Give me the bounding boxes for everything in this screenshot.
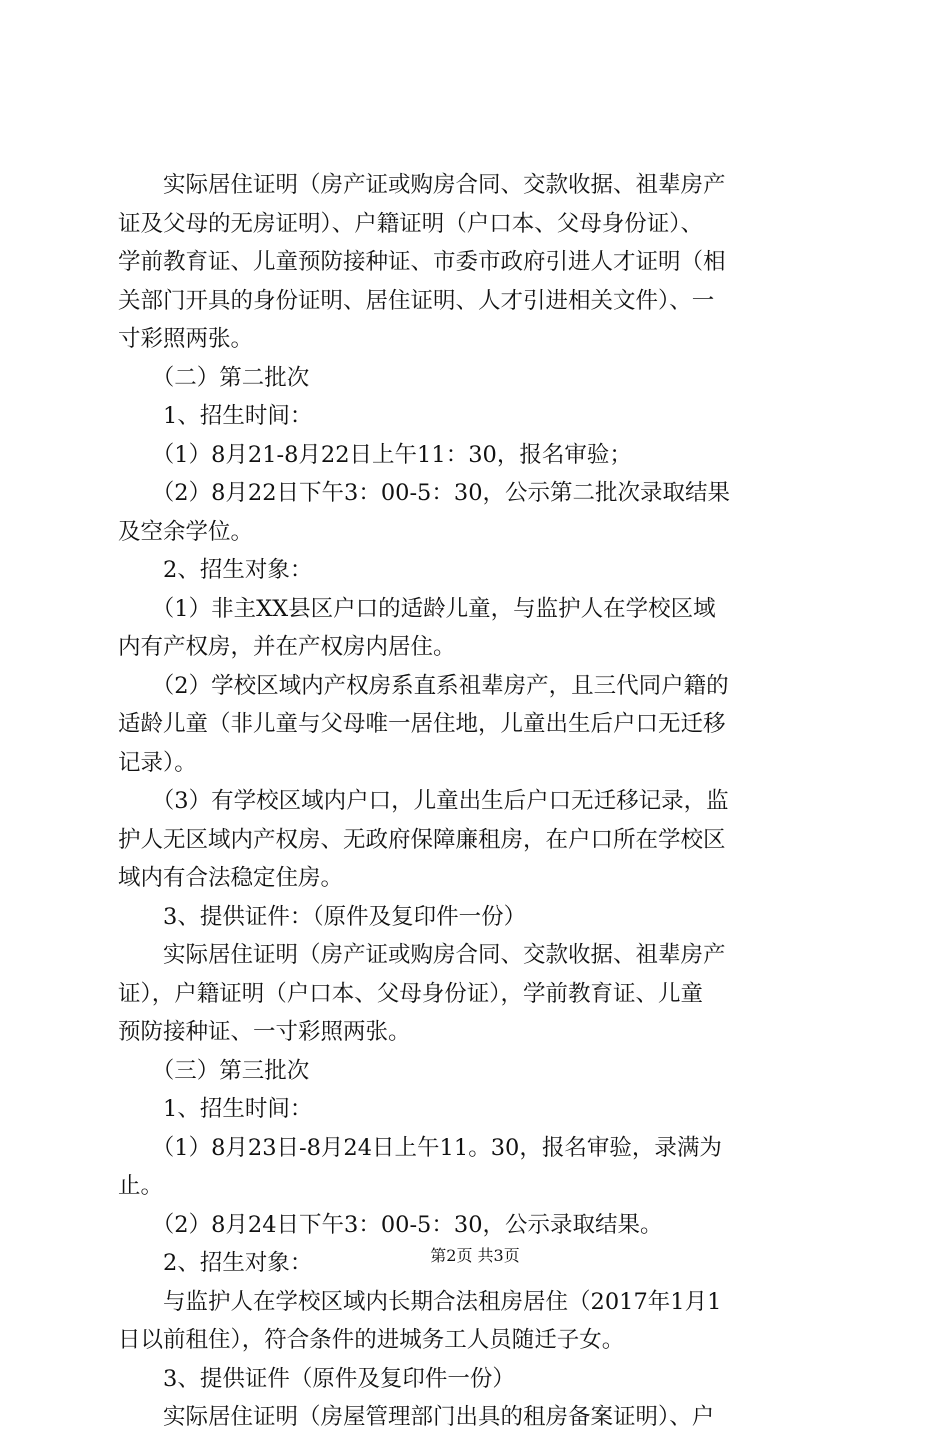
text-line: （1）8月21-8月22日上午11：30，报名审验；: [118, 441, 632, 468]
text-line: （1）8月23日-8月24日上午11。30，报名审验，录满为: [118, 1134, 722, 1161]
text-line: 实际居住证明（房产证或购房合同、交款收据、祖辈房产: [118, 942, 726, 968]
text-line: （3）有学校区域内户口，儿童出生后户口无迁移记录，监: [118, 788, 729, 814]
text-line: 1、招生时间：: [118, 1096, 313, 1122]
text-line: 预防接种证、一寸彩照两张。: [118, 1019, 411, 1045]
text-line: 日以前租住），符合条件的进城务工人员随迁子女。: [118, 1327, 625, 1353]
text-line: （2）8月24日下午3：00-5：30，公示录取结果。: [118, 1211, 663, 1238]
text-line: 及空余学位。: [118, 518, 254, 545]
text-line: 止。: [118, 1173, 164, 1199]
text-line: 2、招生对象：: [118, 1250, 313, 1276]
text-line: 与监护人在学校区域内长期合法租房居住（2017年1月1: [118, 1288, 722, 1315]
text-line: 实际居住证明（房屋管理部门出具的租房备案证明）、户: [118, 1404, 715, 1430]
text-line: 2、招生对象：: [118, 557, 313, 583]
section-heading: （二）第二批次: [118, 364, 310, 391]
text-line: 3、提供证件（原件及复印件一份）: [118, 1365, 515, 1392]
text-line: 寸彩照两张。: [118, 326, 254, 352]
text-line: 内有产权房，并在产权房内居住。: [118, 634, 456, 660]
text-line: 适龄儿童（非儿童与父母唯一居住地，儿童出生后户口无迁移: [118, 711, 726, 737]
text-line: （1）非主XX县区户口的适龄儿童，与监护人在学校区域: [118, 595, 716, 622]
text-line: 证），户籍证明（户口本、父母身份证），学前教育证、儿童: [118, 980, 704, 1007]
text-line: 1、招生时间：: [118, 403, 313, 429]
text-line: 证及父母的无房证明）、户籍证明（户口本、父母身份证）、: [118, 210, 704, 237]
text-line: 实际居住证明（房产证或购房合同、交款收据、祖辈房产: [118, 172, 726, 198]
text-line: 域内有合法稳定住房。: [118, 865, 344, 891]
text-line: 护人无区域内产权房、无政府保障廉租房，在户口所在学校区: [118, 826, 726, 853]
section-heading: （三）第三批次: [118, 1057, 310, 1084]
text-line: 记录）。: [118, 749, 197, 776]
text-line: 关部门开具的身份证明、居住证明、人才引进相关文件）、一: [118, 287, 715, 314]
text-line: （2）学校区域内产权房系直系祖辈房产，且三代同户籍的: [118, 672, 729, 699]
text-line: （2）8月22日下午3：00-5：30，公示第二批次录取结果: [118, 480, 731, 506]
page-number-footer: 第2页 共3页: [430, 1246, 520, 1265]
text-line: 学前教育证、儿童预防接种证、市委市政府引进人才证明（相: [118, 249, 726, 275]
text-line: 3、提供证件：（原件及复印件一份）: [118, 903, 527, 930]
